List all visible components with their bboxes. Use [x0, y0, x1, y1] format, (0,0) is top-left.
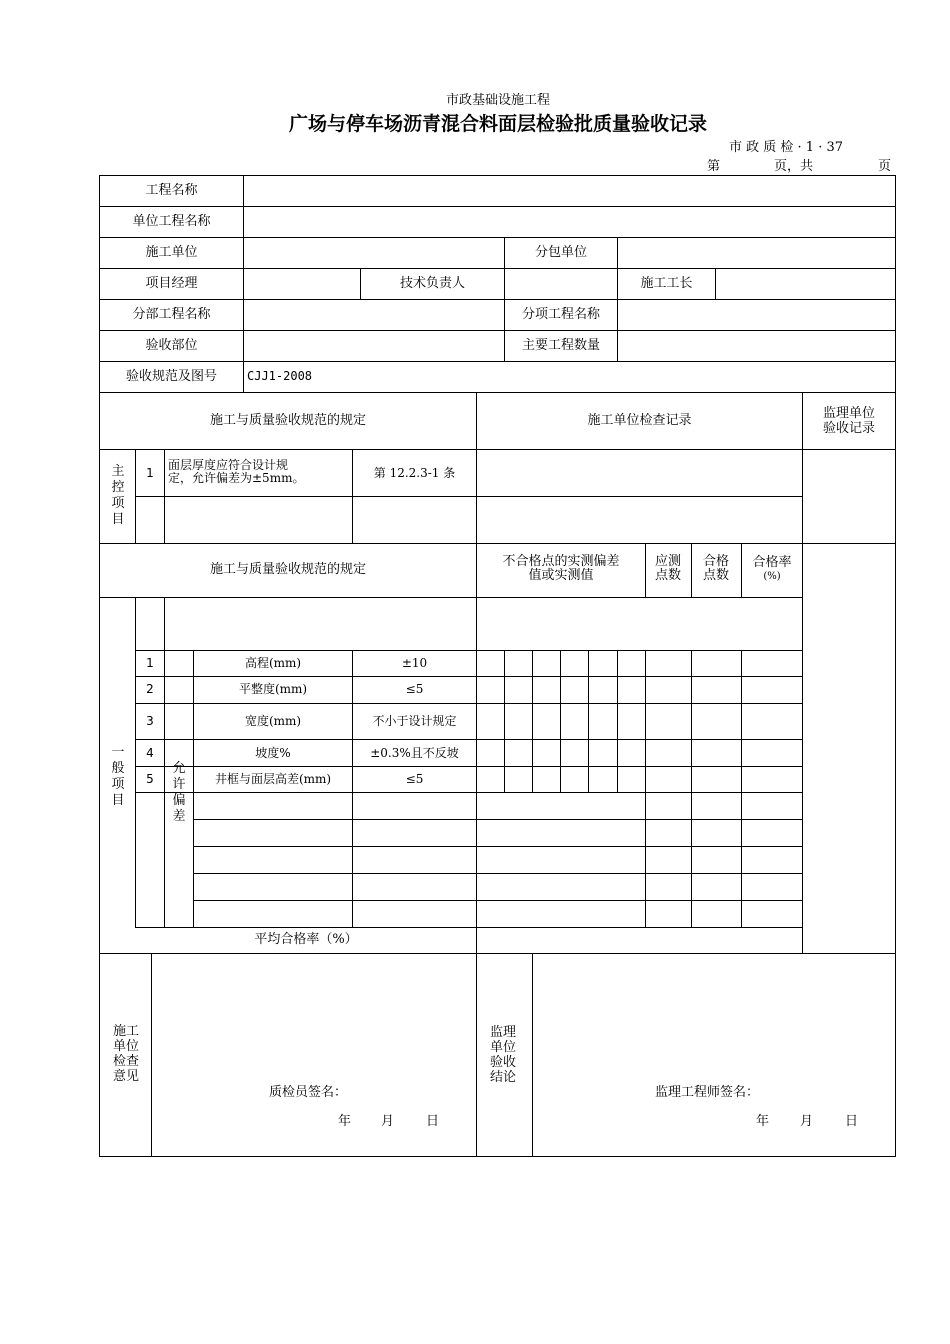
engineer-day: 日	[845, 1114, 859, 1129]
inspector-day: 日	[426, 1114, 440, 1129]
general-item-number: 4	[146, 746, 154, 760]
general-item-number: 2	[146, 682, 154, 696]
general-item-number: 1	[146, 656, 154, 670]
subcontract-unit-label: 分包单位	[534, 245, 587, 260]
general-item-name: 宽度(mm)	[244, 714, 302, 728]
project-manager-label: 项目经理	[145, 276, 198, 291]
construction-opinion-label: 施工单位检查意见	[112, 1024, 139, 1084]
general-item-name: 井框与面层高差(mm)	[214, 772, 332, 786]
pass-points-header: 合格点数	[702, 554, 729, 583]
general-item-name: 坡度%	[255, 746, 291, 760]
subitem-label: 分项工程名称	[521, 307, 600, 322]
spec-value: CJJ1-2008	[247, 369, 313, 383]
page-label-ye-gong: 页，共	[774, 159, 814, 174]
page-label-ye: 页	[878, 159, 892, 174]
main-item-number: 1	[146, 466, 154, 480]
general-item-value: ±0.3%且不反坡	[370, 746, 459, 760]
main-check-header: 施工单位检查记录	[587, 413, 692, 428]
location-label: 验收部位	[145, 338, 198, 353]
nonconform-header: 不合格点的实测偏差值或实测值	[502, 554, 620, 583]
should-points-header: 应测点数	[654, 554, 681, 583]
org-name: 市政基础设施工程	[445, 93, 550, 108]
engineer-month: 月	[800, 1114, 814, 1129]
tech-lead-label: 技术负责人	[399, 276, 465, 291]
supervisor-conclusion-label: 监理单位验收结论	[489, 1025, 516, 1085]
page-title: 广场与停车场沥青混合料面层检验批质量验收记录	[288, 113, 707, 135]
engineer-sign-label: 监理工程师签名：	[655, 1085, 760, 1100]
general-item-value: ±10	[401, 656, 428, 670]
inspector-month: 月	[381, 1114, 395, 1129]
tolerance-label: 允许偏差	[172, 761, 186, 824]
division-label: 分部工程名称	[132, 307, 211, 322]
construction-unit-label: 施工单位	[145, 245, 198, 260]
general-item-name: 平整度(mm)	[238, 682, 308, 696]
general-item-number: 3	[146, 714, 154, 728]
spec-label: 验收规范及图号	[125, 369, 217, 384]
form-code: 市 政 质 检 · 1 · 37	[729, 140, 844, 155]
avg-pass-rate-label: 平均合格率（%）	[254, 932, 358, 947]
engineer-year: 年	[756, 1114, 770, 1129]
general-rules-header: 施工与质量验收规范的规定	[209, 562, 366, 577]
general-item-value: ≤5	[405, 772, 424, 786]
inspector-year: 年	[338, 1114, 352, 1129]
page-label-di: 第	[707, 159, 721, 174]
general-item-value: 不小于设计规定	[372, 714, 457, 728]
general-item-name: 高程(mm)	[244, 656, 302, 670]
general-section-label: 一般项目	[111, 745, 125, 808]
inspector-sign-label: 质检员签名：	[269, 1085, 348, 1100]
main-item-clause: 第 12.2.3-1 条	[373, 466, 456, 480]
pass-rate-unit: (%)	[763, 571, 781, 582]
main-item-desc: 面层厚度应符合设计规定，允许偏差为±5mm。	[168, 458, 305, 485]
main-section-label: 主控项目	[111, 464, 125, 527]
unit-project-label: 单位工程名称	[132, 214, 211, 229]
main-rules-header: 施工与质量验收规范的规定	[209, 413, 366, 428]
foreman-label: 施工工长	[640, 276, 693, 291]
project-name-label: 工程名称	[145, 183, 198, 198]
pass-rate-header: 合格率	[752, 555, 792, 570]
general-item-value: ≤5	[405, 682, 424, 696]
general-item-number: 5	[146, 772, 154, 786]
main-quantity-label: 主要工程数量	[521, 338, 600, 353]
supervisor-header: 监理单位验收记录	[822, 406, 875, 436]
